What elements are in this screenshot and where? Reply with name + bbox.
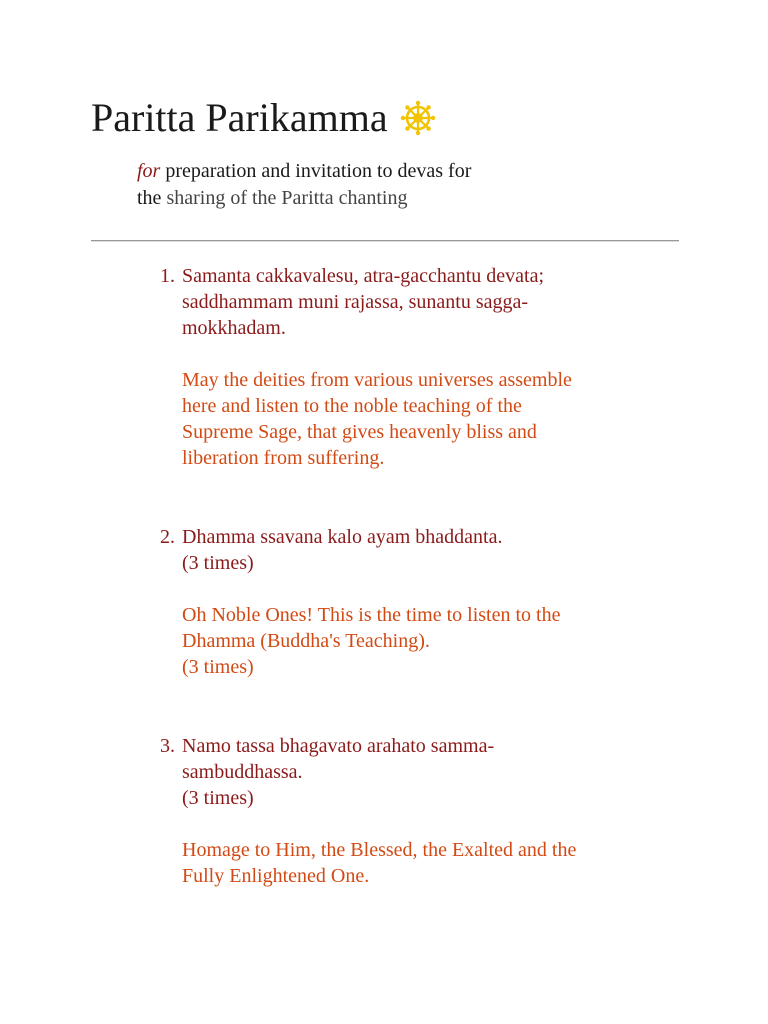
- english-line: here and listen to the noble teaching of the: [182, 395, 522, 417]
- english-translation: [182, 837, 660, 889]
- english-line: Dhamma (Buddha's Teaching).: [182, 630, 430, 652]
- pali-line: (3 times): [182, 552, 254, 574]
- subtitle-line-1: [137, 158, 471, 185]
- item-number: 1.: [160, 265, 175, 287]
- subtitle: [137, 158, 471, 212]
- subtitle-line-2: [137, 185, 471, 212]
- subtitle-line-2-rest: sharing of the Paritta chanting: [161, 187, 408, 209]
- title-row: [91, 94, 436, 142]
- subtitle-the: the: [137, 187, 162, 209]
- pali-line: mokkhadam.: [182, 317, 286, 339]
- english-translation: [182, 367, 660, 471]
- item-number: 2.: [160, 526, 175, 548]
- list-item: [160, 524, 660, 680]
- pali-line: Namo tassa bhagavato arahato samma-: [182, 735, 495, 757]
- divider: [91, 240, 679, 242]
- english-line: liberation from suffering.: [182, 447, 385, 469]
- pali-line: Dhamma ssavana kalo ayam bhaddanta.: [182, 526, 503, 548]
- pali-line: Samanta cakkavalesu, atra-gacchantu devata;: [182, 265, 545, 287]
- pali-line: saddhammam muni rajassa, sunantu sagga-: [182, 291, 529, 313]
- dharma-wheel-icon: [400, 100, 436, 136]
- english-line: Homage to Him, the Blessed, the Exalted and the: [182, 839, 577, 861]
- subtitle-for: for: [137, 160, 161, 182]
- english-line: (3 times): [182, 656, 254, 678]
- list-item: [160, 733, 660, 889]
- english-line: Oh Noble Ones! This is the time to listen to the: [182, 604, 561, 626]
- english-line: May the deities from various universes assemble: [182, 369, 572, 391]
- pali-text: [182, 524, 660, 576]
- pali-text: [182, 733, 660, 811]
- pali-text: [182, 263, 660, 341]
- pali-line: sambuddhassa.: [182, 761, 303, 783]
- english-translation: [182, 602, 660, 680]
- page-title: Paritta Parikamma: [91, 95, 388, 140]
- list-item: [160, 263, 660, 471]
- english-line: Supreme Sage, that gives heavenly bliss and: [182, 421, 537, 443]
- subtitle-line-1-rest: preparation and invitation to devas for: [160, 160, 472, 182]
- item-number: 3.: [160, 735, 175, 757]
- english-line: Fully Enlightened One.: [182, 865, 370, 887]
- pali-line: (3 times): [182, 787, 254, 809]
